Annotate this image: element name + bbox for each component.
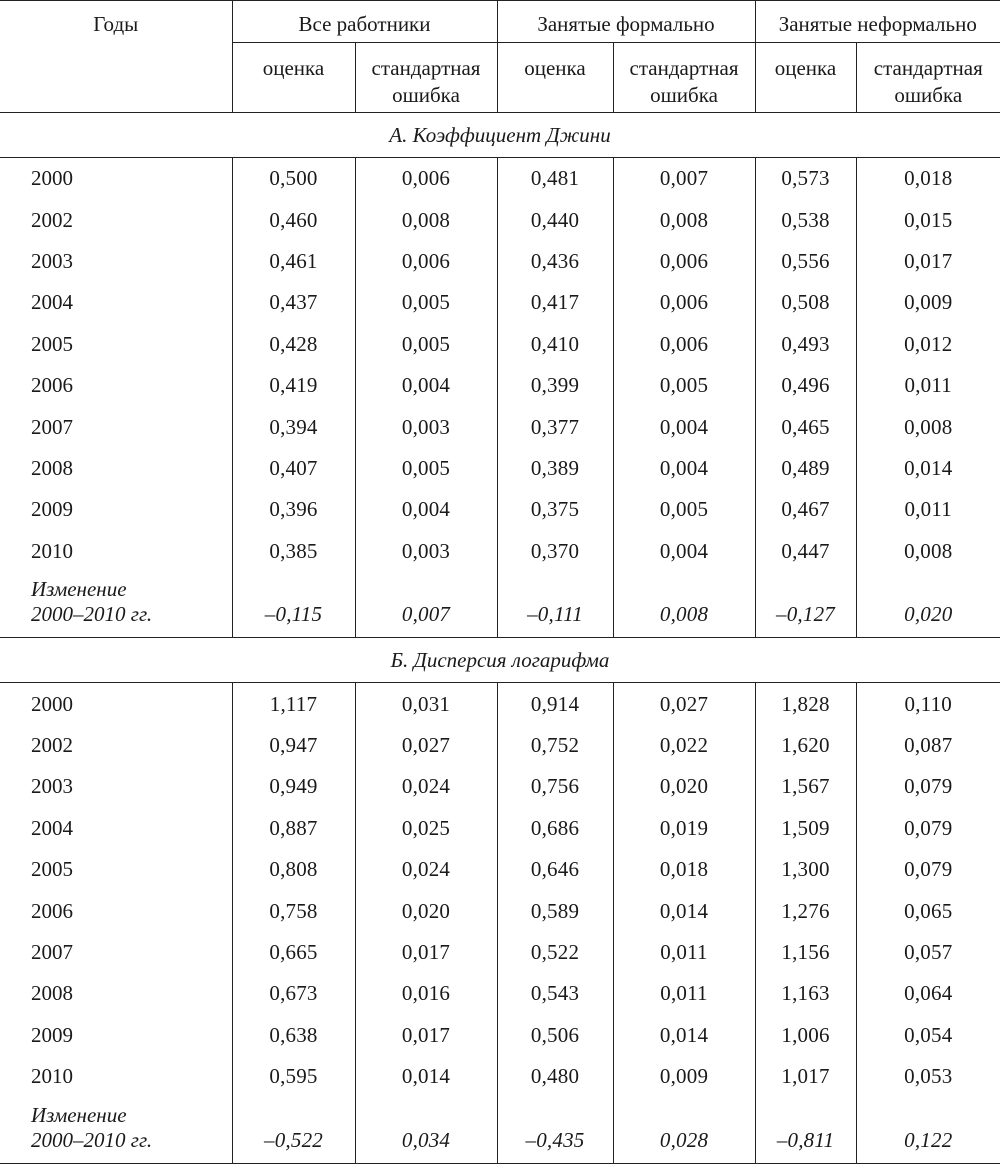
estimate-cell: 0,447 [755, 531, 856, 572]
standard-error-cell: 0,014 [355, 1056, 497, 1097]
standard-error-cell: 0,015 [856, 199, 1000, 240]
standard-error-cell: 0,004 [355, 489, 497, 530]
table-row [0, 282, 1000, 323]
estimate-cell: 0,410 [497, 324, 613, 365]
standard-error-cell: 0,018 [856, 158, 1000, 200]
standard-error-cell: 0,024 [355, 766, 497, 807]
standard-error-cell: 0,079 [856, 808, 1000, 849]
subheader-standard-error: стандартная ошибка [856, 43, 1000, 113]
standard-error-cell: 0,005 [355, 282, 497, 323]
estimate-cell: 1,567 [755, 766, 856, 807]
standard-error-cell: 0,011 [856, 365, 1000, 406]
year-cell: 2010 [31, 538, 73, 563]
estimate-cell: 1,509 [755, 808, 856, 849]
table-row [0, 725, 1000, 766]
year-cell: 2007 [31, 939, 73, 964]
estimate-cell: 0,947 [232, 725, 355, 766]
table-row [0, 406, 1000, 447]
change-label-line2: 2000–2010 гг. [31, 602, 153, 627]
estimate-cell: 1,163 [755, 973, 856, 1014]
change-standard-error-cell: 0,034 [355, 1097, 497, 1163]
table-row [0, 241, 1000, 282]
standard-error-cell: 0,019 [613, 808, 755, 849]
year-cell: 2000 [31, 166, 73, 191]
standard-error-cell: 0,007 [613, 158, 755, 200]
standard-error-cell: 0,020 [355, 890, 497, 931]
year-cell: 2007 [31, 414, 73, 439]
group-header-formal: Занятые формально [497, 1, 755, 43]
estimate-cell: 0,419 [232, 365, 355, 406]
standard-error-cell: 0,004 [355, 365, 497, 406]
estimate-cell: 0,489 [755, 448, 856, 489]
change-estimate-cell: –0,811 [755, 1097, 856, 1163]
estimate-cell: 0,638 [232, 1015, 355, 1056]
estimate-cell: 0,493 [755, 324, 856, 365]
change-label-line1: Изменение [31, 1102, 127, 1127]
subheader-estimate: оценка [232, 43, 355, 113]
year-cell: 2002 [31, 732, 73, 757]
standard-error-cell: 0,009 [613, 1056, 755, 1097]
estimate-cell: 0,756 [497, 766, 613, 807]
table-row [0, 365, 1000, 406]
change-label [0, 1097, 232, 1163]
table-row [0, 324, 1000, 365]
standard-error-cell: 0,057 [856, 932, 1000, 973]
standard-error-cell: 0,087 [856, 725, 1000, 766]
estimate-cell: 0,461 [232, 241, 355, 282]
estimate-cell: 1,300 [755, 849, 856, 890]
standard-error-cell: 0,025 [355, 808, 497, 849]
year-cell: 2009 [31, 497, 73, 522]
standard-error-cell: 0,005 [355, 324, 497, 365]
standard-error-cell: 0,079 [856, 849, 1000, 890]
standard-error-cell: 0,003 [355, 406, 497, 447]
estimate-cell: 0,480 [497, 1056, 613, 1097]
change-label [0, 572, 232, 638]
years-header: Годы [0, 1, 232, 113]
year-cell: 2005 [31, 857, 73, 882]
standard-error-cell: 0,006 [355, 241, 497, 282]
standard-error-cell: 0,064 [856, 973, 1000, 1014]
table-row [0, 1015, 1000, 1056]
estimate-cell: 0,417 [497, 282, 613, 323]
standard-error-cell: 0,004 [613, 406, 755, 447]
estimate-cell: 0,808 [232, 849, 355, 890]
section-title-row [0, 638, 1000, 683]
standard-error-cell: 0,027 [613, 683, 755, 725]
estimate-cell: 0,506 [497, 1015, 613, 1056]
standard-error-cell: 0,006 [613, 241, 755, 282]
standard-error-cell: 0,004 [613, 531, 755, 572]
estimate-cell: 0,437 [232, 282, 355, 323]
standard-error-cell: 0,008 [613, 199, 755, 240]
year-cell: 2004 [31, 815, 73, 840]
estimate-cell: 0,467 [755, 489, 856, 530]
section-title: А. Коэффициент Джини [0, 113, 1000, 158]
change-standard-error-cell: 0,122 [856, 1097, 1000, 1163]
standard-error-cell: 0,005 [613, 365, 755, 406]
estimate-cell: 0,752 [497, 725, 613, 766]
estimate-cell: 0,686 [497, 808, 613, 849]
table-header [0, 1, 1000, 113]
standard-error-cell: 0,053 [856, 1056, 1000, 1097]
change-label-line1: Изменение [31, 577, 127, 602]
standard-error-cell: 0,006 [613, 282, 755, 323]
change-standard-error-cell: 0,020 [856, 572, 1000, 638]
estimate-cell: 0,508 [755, 282, 856, 323]
estimate-cell: 0,460 [232, 199, 355, 240]
standard-error-cell: 0,017 [355, 1015, 497, 1056]
change-row [0, 572, 1000, 638]
estimate-cell: 1,006 [755, 1015, 856, 1056]
year-cell: 2004 [31, 290, 73, 315]
subheader-estimate: оценка [497, 43, 613, 113]
estimate-cell: 0,385 [232, 531, 355, 572]
table-row [0, 808, 1000, 849]
standard-error-cell: 0,006 [355, 158, 497, 200]
table-row [0, 531, 1000, 572]
standard-error-cell: 0,008 [856, 531, 1000, 572]
year-cell: 2000 [31, 691, 73, 716]
table-row [0, 932, 1000, 973]
standard-error-cell: 0,011 [613, 932, 755, 973]
estimate-cell: 0,646 [497, 849, 613, 890]
group-header-informal: Занятые неформально [755, 1, 1000, 43]
table-row [0, 973, 1000, 1014]
change-standard-error-cell: 0,007 [355, 572, 497, 638]
estimate-cell: 0,556 [755, 241, 856, 282]
estimate-cell: 1,156 [755, 932, 856, 973]
estimate-cell: 0,377 [497, 406, 613, 447]
change-row [0, 1097, 1000, 1163]
standard-error-cell: 0,008 [355, 199, 497, 240]
estimate-cell: 0,595 [232, 1056, 355, 1097]
estimate-cell: 0,914 [497, 683, 613, 725]
standard-error-cell: 0,012 [856, 324, 1000, 365]
table-row [0, 1056, 1000, 1097]
year-cell: 2006 [31, 898, 73, 923]
table-row [0, 849, 1000, 890]
estimate-cell: 1,117 [232, 683, 355, 725]
estimate-cell: 0,465 [755, 406, 856, 447]
change-estimate-cell: –0,115 [232, 572, 355, 638]
estimate-cell: 0,407 [232, 448, 355, 489]
estimate-cell: 0,589 [497, 890, 613, 931]
section-title: Б. Дисперсия логарифма [0, 638, 1000, 683]
estimate-cell: 0,396 [232, 489, 355, 530]
standard-error-cell: 0,022 [613, 725, 755, 766]
table-row [0, 199, 1000, 240]
table-row [0, 766, 1000, 807]
section-title-row [0, 113, 1000, 158]
year-cell: 2010 [31, 1064, 73, 1089]
standard-error-cell: 0,004 [613, 448, 755, 489]
change-label-line2: 2000–2010 гг. [31, 1127, 153, 1152]
change-estimate-cell: –0,111 [497, 572, 613, 638]
standard-error-cell: 0,110 [856, 683, 1000, 725]
standard-error-cell: 0,014 [856, 448, 1000, 489]
standard-error-cell: 0,031 [355, 683, 497, 725]
standard-error-cell: 0,017 [856, 241, 1000, 282]
standard-error-cell: 0,005 [613, 489, 755, 530]
table-row [0, 683, 1000, 725]
standard-error-cell: 0,006 [613, 324, 755, 365]
change-standard-error-cell: 0,028 [613, 1097, 755, 1163]
standard-error-cell: 0,018 [613, 849, 755, 890]
table-row [0, 158, 1000, 200]
estimate-cell: 0,887 [232, 808, 355, 849]
estimate-cell: 0,389 [497, 448, 613, 489]
estimate-cell: 0,481 [497, 158, 613, 200]
standard-error-cell: 0,054 [856, 1015, 1000, 1056]
estimate-cell: 0,543 [497, 973, 613, 1014]
estimate-cell: 1,828 [755, 683, 856, 725]
standard-error-cell: 0,003 [355, 531, 497, 572]
table-body [0, 113, 1000, 1164]
estimate-cell: 1,276 [755, 890, 856, 931]
year-cell: 2009 [31, 1022, 73, 1047]
estimate-cell: 0,428 [232, 324, 355, 365]
estimate-cell: 0,440 [497, 199, 613, 240]
standard-error-cell: 0,016 [355, 973, 497, 1014]
estimate-cell: 0,573 [755, 158, 856, 200]
standard-error-cell: 0,079 [856, 766, 1000, 807]
change-estimate-cell: –0,435 [497, 1097, 613, 1163]
year-cell: 2006 [31, 373, 73, 398]
estimate-cell: 0,949 [232, 766, 355, 807]
standard-error-cell: 0,027 [355, 725, 497, 766]
standard-error-cell: 0,024 [355, 849, 497, 890]
standard-error-cell: 0,065 [856, 890, 1000, 931]
estimate-cell: 0,496 [755, 365, 856, 406]
change-standard-error-cell: 0,008 [613, 572, 755, 638]
estimate-cell: 1,620 [755, 725, 856, 766]
standard-error-cell: 0,011 [856, 489, 1000, 530]
year-cell: 2003 [31, 774, 73, 799]
estimate-cell: 0,538 [755, 199, 856, 240]
estimate-cell: 0,436 [497, 241, 613, 282]
estimate-cell: 0,375 [497, 489, 613, 530]
standard-error-cell: 0,009 [856, 282, 1000, 323]
estimate-cell: 1,017 [755, 1056, 856, 1097]
estimate-cell: 0,500 [232, 158, 355, 200]
estimate-cell: 0,399 [497, 365, 613, 406]
estimate-cell: 0,394 [232, 406, 355, 447]
year-cell: 2005 [31, 331, 73, 356]
subheader-standard-error: стандартная ошибка [355, 43, 497, 113]
table-row [0, 890, 1000, 931]
year-cell: 2003 [31, 248, 73, 273]
standard-error-cell: 0,014 [613, 890, 755, 931]
subheader-estimate: оценка [755, 43, 856, 113]
table-row [0, 448, 1000, 489]
estimate-cell: 0,758 [232, 890, 355, 931]
standard-error-cell: 0,011 [613, 973, 755, 1014]
estimate-cell: 0,522 [497, 932, 613, 973]
year-cell: 2008 [31, 981, 73, 1006]
estimate-cell: 0,665 [232, 932, 355, 973]
change-estimate-cell: –0,522 [232, 1097, 355, 1163]
subheader-standard-error: стандартная ошибка [613, 43, 755, 113]
standard-error-cell: 0,008 [856, 406, 1000, 447]
standard-error-cell: 0,005 [355, 448, 497, 489]
year-cell: 2008 [31, 455, 73, 480]
group-header-all-workers: Все работники [232, 1, 497, 43]
standard-error-cell: 0,017 [355, 932, 497, 973]
change-estimate-cell: –0,127 [755, 572, 856, 638]
year-cell: 2002 [31, 207, 73, 232]
table-row [0, 489, 1000, 530]
estimate-cell: 0,673 [232, 973, 355, 1014]
standard-error-cell: 0,020 [613, 766, 755, 807]
estimate-cell: 0,370 [497, 531, 613, 572]
standard-error-cell: 0,014 [613, 1015, 755, 1056]
